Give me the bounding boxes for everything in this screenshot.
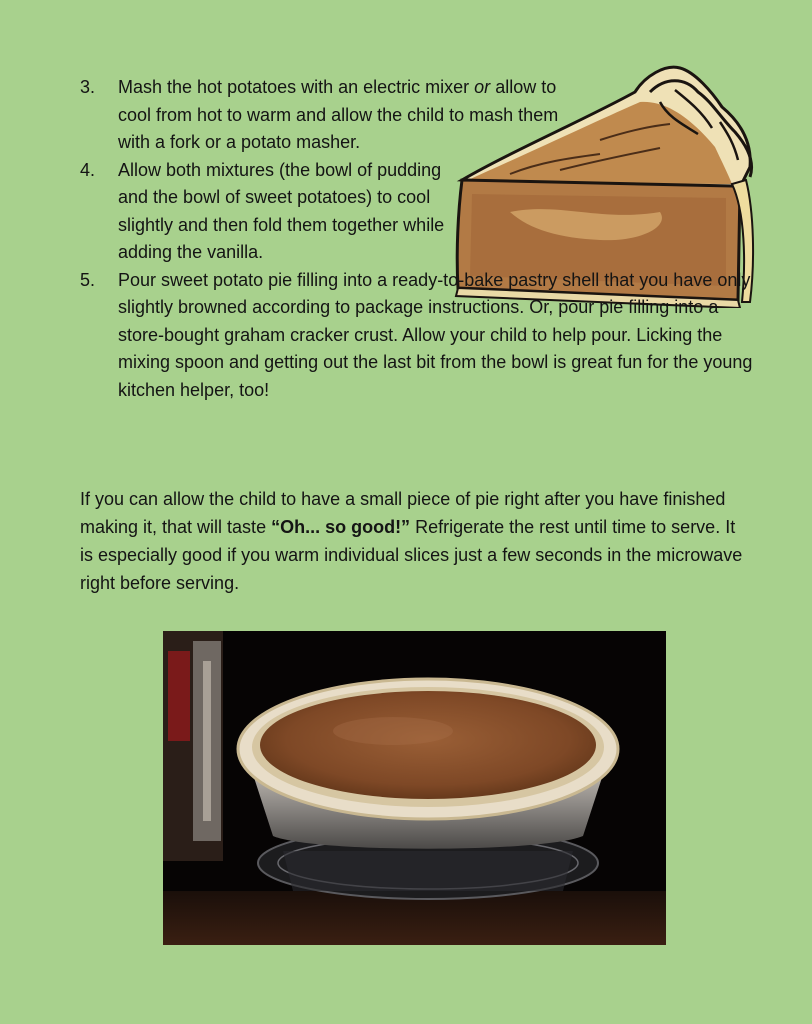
steps-list (80, 74, 760, 404)
step-text: Mash the hot potatoes with an electric mixer (118, 77, 475, 97)
step-text: Allow both mixtures (the bowl of pudding and the bowl of sweet potatoes) to cool slightly and then fold them together while adding the vanilla. (118, 159, 445, 262)
step-text: allow to cool from hot to warm and allow the child to mash them with a fork or a potato masher. (118, 77, 559, 152)
paragraph-bold-quote: “Oh... so good!” (271, 517, 411, 537)
step-item (80, 267, 760, 405)
step-text: Pour sweet potato pie filling into a ready-to-bake pastry shell that you have only slightly browned according to package instructions. Or, pour pie filling into a store-bought graham cracker crust. Allow your child to help pour. Licking the mixing spoon and getting out the last bit from the bowl is great fun for the young kitchen helper, too! (118, 269, 753, 400)
step-item (80, 157, 470, 267)
paragraph-text: Refrigerate the rest until time to serve. It is especially good if you warm individual slices just a few seconds in the microwave right before serving. (80, 517, 743, 593)
step-item (80, 74, 563, 157)
pie-photo (163, 631, 666, 945)
step-number: 5. (80, 269, 96, 290)
step-number: 4. (80, 159, 96, 180)
step-emphasis: or (474, 77, 491, 97)
step-number: 3. (80, 77, 96, 97)
paragraph-text: If you can allow the child to have a small piece of pie right after you have finished making it, that will taste (80, 489, 726, 537)
closing-paragraph (80, 485, 750, 597)
